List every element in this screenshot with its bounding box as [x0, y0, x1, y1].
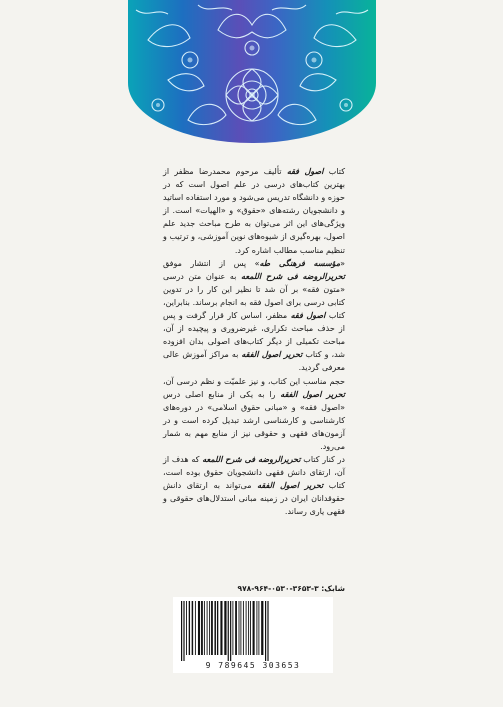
- paragraph-text: که هدف از آن، ارتقای دانش فقهی دانشجویان حقوق بوده است، کتاب: [163, 455, 345, 491]
- barcode-bar: [253, 601, 255, 655]
- paragraph-text: به عنوان متن درسی «متون فقه» بر آن شد تا نظیر این کار را در تدوین کتابی درسی برای اصول فقه به انجام برساند. بنابراین، کتاب: [163, 271, 346, 321]
- book-title-text: تحریر اصول الفقه: [280, 389, 345, 399]
- barcode-bar: [224, 601, 226, 655]
- barcode-bar: [181, 601, 182, 661]
- book-title-text: تحریرالروضه فی شرح اللمعه: [241, 271, 345, 281]
- barcode-bars: [173, 597, 333, 663]
- arabesque-ornament-icon: [128, 0, 376, 143]
- barcode-bar: [240, 601, 241, 655]
- barcode-bar: [228, 601, 229, 661]
- description-paragraph: [163, 165, 345, 257]
- barcode-bar: [186, 601, 187, 655]
- paragraph-text: » پس از انتشار موفق: [163, 258, 260, 268]
- paragraph-text: به مراکز آموزش عالی معرفی گردید.: [163, 350, 345, 373]
- barcode-bar: [192, 601, 194, 655]
- barcode-bar: [204, 601, 205, 655]
- barcode-bar: [246, 601, 247, 655]
- paragraph-text: را به یکی از منابع اصلی درس «اصول فقه» و «مبانی حقوق اسلامی» در دوره‌های کارشناسی و کارشناسی ارشد تبدیل کرده است و در آزمون‌های فقهی و حقوقی نیز از منابع مهم به شمار می‌رود.: [163, 389, 345, 451]
- barcode-bar: [183, 601, 184, 661]
- book-title-text: تحریر اصول الفقه: [257, 481, 324, 491]
- book-title-text: اصول فقه: [286, 167, 324, 176]
- barcode-bar: [220, 601, 222, 655]
- barcode-bar: [217, 601, 218, 655]
- cover-ornament-banner: [128, 0, 376, 143]
- paragraph-text: حجم مناسب این کتاب، و نیز علمیّت و نظم درسی آن،: [163, 376, 345, 386]
- barcode-bar: [209, 601, 210, 655]
- description-paragraph: [163, 257, 345, 375]
- barcode-bar: [248, 601, 249, 655]
- book-title-text: مؤسسه فرهنگی طه: [259, 258, 341, 268]
- paragraph-text: تألیف مرحوم محمدرضا مظفر از بهترین کتاب‌های درسی در علم اصول است که در حوزه و دانشگاه تدریس می‌شود و مورد استفاده اساتید و دانشجویان رشته‌های «حقوق» و «الهیات» است. از ویژگی‌های این اثر می‌توان به طرح مباحث جدید علم اصول، بهره‌گیری از شیوه‌های نوین آموزشی، و ترتیب و تنظیم مناسب مطالب اشاره کرد.: [163, 167, 345, 255]
- barcode-bar: [239, 601, 240, 655]
- paragraph-text: در کنار کتاب: [300, 455, 345, 465]
- barcode-bar: [189, 601, 190, 655]
- description-paragraph: [163, 453, 345, 518]
- barcode-bar: [267, 601, 268, 661]
- barcode-bar: [214, 601, 216, 655]
- barcode-digits: 9 789645 303653: [205, 661, 301, 670]
- paragraph-text: کتاب: [323, 167, 345, 176]
- barcode: [173, 597, 333, 673]
- barcode-bar: [256, 601, 257, 655]
- back-cover-description: [163, 165, 345, 519]
- barcode-bar: [235, 601, 237, 655]
- isbn-label: شابک: ۳-۳۶۵۳-۰۵۳۰-۹۶۴-۹۷۸: [237, 584, 345, 593]
- barcode-bar: [201, 601, 203, 655]
- barcode-bar: [250, 601, 251, 655]
- barcode-bar: [261, 601, 263, 655]
- barcode-bar: [230, 601, 231, 661]
- barcode-bar: [207, 601, 208, 655]
- barcode-bar: [211, 601, 213, 655]
- barcode-bar: [232, 601, 233, 655]
- barcode-bar: [198, 601, 200, 655]
- barcode-bar: [258, 601, 259, 655]
- paragraph-text: «: [340, 258, 346, 268]
- paragraph-text: می‌تواند به ارتقای دانش حقوقدانان ایران در زمینه مبانی استدلال‌های حقوقی و فقهی یاری رساند.: [163, 481, 345, 517]
- book-title-text: اصول فقه: [290, 311, 326, 321]
- barcode-bar: [195, 601, 196, 655]
- book-title-text: تحریر اصول الفقه: [241, 350, 303, 360]
- paragraph-text: مظفر، اساس کار قرار گرفت و پس از حذف مباحث تکراری، غیرضروری و پیچیده از آن، مباحث تکمیلی از دیگر کتاب‌های اصولی بدان افزوده شد، و کتاب: [163, 311, 346, 360]
- description-paragraph: [163, 375, 345, 454]
- barcode-bar: [243, 601, 244, 655]
- book-title-text: تحریرالروضه فی شرح اللمعه: [202, 455, 301, 465]
- barcode-bar: [265, 601, 266, 661]
